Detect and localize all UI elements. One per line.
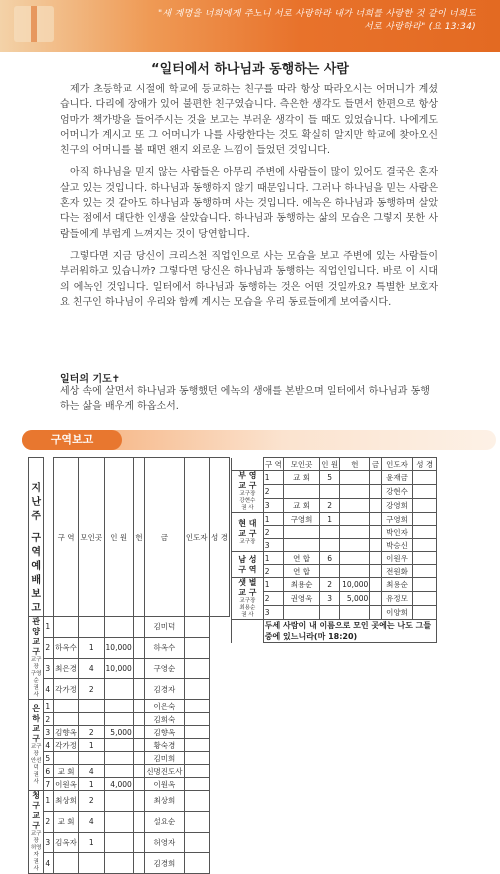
cell-offering: 10,000 <box>340 578 370 592</box>
col-header: 헌 <box>133 458 145 617</box>
cell-district-no: 3 <box>44 726 54 739</box>
cell-bible <box>184 752 209 765</box>
section-label: 구역보고 <box>22 430 122 450</box>
cell-count: 1 <box>78 637 104 658</box>
cell-offering <box>340 513 370 526</box>
cell-count <box>320 539 340 552</box>
cell-bible <box>413 513 437 526</box>
group-name: 관 양 교 구 <box>32 617 41 656</box>
article-body <box>60 82 438 317</box>
table-row <box>29 726 230 739</box>
article-title: “일터에서 하나님과 동행하는 사람 <box>151 62 349 77</box>
cell-count: 1 <box>78 778 104 791</box>
col-header: 인도자 <box>381 458 413 471</box>
cell-leader: 신명진도사 <box>146 766 183 776</box>
cell-bible <box>413 552 437 565</box>
cell-bible <box>413 539 437 552</box>
group-leader: 교구장 강현수 권 사 <box>239 491 256 511</box>
cell-count: 1 <box>78 832 104 853</box>
district-label-report: 구역예배보고 <box>31 533 41 614</box>
cell-district-no: 3 <box>263 499 283 513</box>
cell-count <box>320 485 340 499</box>
cell-bible <box>184 832 209 853</box>
cell-leader: 황숙경 <box>145 739 184 752</box>
cell-district-no: 2 <box>263 526 283 539</box>
cell-leader: 구영희 <box>381 513 413 526</box>
cell-district-no: 2 <box>44 637 54 658</box>
cell-count: 1 <box>320 513 340 526</box>
left-body <box>29 617 230 874</box>
table-row <box>29 658 230 679</box>
table-row <box>29 832 230 853</box>
cell-leader: 허영자 <box>145 832 184 853</box>
header-banner <box>0 0 500 52</box>
cell-offering: 5,000 <box>104 726 133 739</box>
cell-offering <box>340 606 370 620</box>
cell-leader: 구영순 <box>145 658 184 679</box>
cell-place: 연 합 <box>284 565 320 578</box>
cell-place: 교 회 <box>54 811 79 832</box>
group-name: 현 대 교 구 <box>238 518 257 538</box>
cell-offering: 10,000 <box>104 658 133 679</box>
cell-place: 김향옥 <box>55 727 77 737</box>
cell-offering-unit <box>370 606 381 620</box>
cell-count <box>78 853 104 874</box>
paragraph: 제가 초등학교 시절에 학교에 등교하는 친구를 따라 항상 따라오시는 어머니가 계셨습니다. 다리에 장애가 있어 불편한 친구였습니다. 측은한 생각도 들면서 한편으로 항상 엄마가 책가방을 들어주시는 것을 보고는 부러운 생각이 들 때도 있었습니다. 나에게도 어머니가 계시고 또 그 어머니가 나를 사랑한다는 것도 확실히 알지만 학교에 찾아오신 친구의 어머니를 볼 때면 왠지 외로운 느낌이 들었던 것입니다. <box>60 84 438 157</box>
cell-district-no: 4 <box>44 679 54 700</box>
cell-offering <box>340 471 370 485</box>
paragraph: 아직 하나님을 믿지 않는 사람들은 아무리 주변에 사람들이 많이 있어도 결국은 혼자 살고 있는 것입니다. 하나님과 동행하지 않기 때문입니다. 그러나 하나님을 믿는 사람은 혼자 있는 것 같아도 하나님과 동행하며 사는 것입니다. 에녹은 하나님과 동행하며 살았다는 점에서 대단한 인생을 살았습니다. 하나님과 동행하는 삶의 모습은 그렇지 못한 사람들에게 부럽게 느껴지는 것이 당연합니다. <box>60 167 438 240</box>
cell-leader: 전원화 <box>381 565 413 578</box>
cell-district-no: 1 <box>263 513 283 526</box>
cell-count: 4 <box>78 765 104 778</box>
cell-offering-unit <box>370 552 381 565</box>
cell-leader: 김향옥 <box>145 726 184 739</box>
cell-leader: 유정모 <box>381 592 413 606</box>
cell-count: 6 <box>320 552 340 565</box>
cell-leader: 최용순 <box>381 578 413 592</box>
group-name: 남 성 구 역 <box>238 554 257 574</box>
cell-bible <box>413 578 437 592</box>
group-name-cell <box>29 791 44 874</box>
cell-bible <box>184 637 209 658</box>
cell-offering-unit <box>133 811 145 832</box>
cell-place: 교 회 <box>284 499 320 513</box>
cell-offering-unit <box>133 752 145 765</box>
col-header: 인 원 <box>321 459 339 469</box>
table-row <box>29 765 230 778</box>
cell-leader: 박인자 <box>381 526 413 539</box>
cell-leader: 설요순 <box>145 811 184 832</box>
cell-bible <box>184 700 209 713</box>
cell-bible <box>413 592 437 606</box>
col-header: 인도자 <box>184 458 209 617</box>
cell-offering-unit <box>133 617 145 638</box>
table-row <box>232 471 437 485</box>
cell-bible <box>184 739 209 752</box>
table-row <box>29 679 230 700</box>
cell-leader: 박승신 <box>381 539 413 552</box>
cell-district-no: 3 <box>263 539 283 552</box>
group-leader: 교구장 최용순 권 사 <box>239 598 256 618</box>
cell-count <box>78 752 104 765</box>
cell-place: 하옥수 <box>54 637 79 658</box>
cell-offering <box>340 565 370 578</box>
cell-place <box>54 700 79 713</box>
cell-offering-unit <box>370 513 381 526</box>
cell-place: 각가정 <box>55 740 77 750</box>
cell-count <box>78 713 104 726</box>
table-row <box>29 853 230 874</box>
table-row <box>232 552 437 565</box>
cell-count <box>320 565 340 578</box>
cell-place: 김옥자 <box>54 832 79 853</box>
table-row <box>29 713 230 726</box>
cell-count <box>320 606 340 620</box>
cell-offering-unit <box>133 700 145 713</box>
cell-district-no: 5 <box>44 752 54 765</box>
cell-offering <box>104 765 133 778</box>
cell-count: 2 <box>320 578 340 592</box>
cell-count: 1 <box>78 739 104 752</box>
cell-offering <box>340 526 370 539</box>
cell-offering-unit <box>370 578 381 592</box>
cell-offering <box>104 811 133 832</box>
cell-leader: 김경자 <box>145 679 184 700</box>
cell-leader: 이은숙 <box>145 700 184 713</box>
cell-count: 2 <box>78 726 104 739</box>
cell-offering-unit <box>370 471 381 485</box>
cell-place <box>54 853 79 874</box>
col-header: 구 역 <box>265 459 282 469</box>
cell-leader: 김경희 <box>145 853 184 874</box>
cell-district-no: 1 <box>263 471 283 485</box>
cell-leader: 강영희 <box>381 499 413 513</box>
district-column <box>29 458 44 617</box>
cell-count: 2 <box>78 679 104 700</box>
cell-offering-unit <box>133 765 145 778</box>
cell-bible <box>184 853 209 874</box>
cell-offering <box>340 539 370 552</box>
cell-place: 구영희 <box>284 513 320 526</box>
cell-place: 최상희 <box>54 791 79 812</box>
bible-quote: 두세 사람이 내 이름으로 모인 곳에는 나도 그들 중에 있느니라(마 18:20) <box>263 620 436 643</box>
cell-place <box>284 539 320 552</box>
cell-offering-unit <box>370 526 381 539</box>
group-leader: 교구장 허영자 권 사 <box>30 831 42 872</box>
cell-district-no: 3 <box>263 606 283 620</box>
quote-spacer <box>232 620 264 643</box>
col-header: 인 원 <box>104 458 133 617</box>
section-header <box>22 430 498 450</box>
cell-count <box>78 617 104 638</box>
cell-offering-unit <box>133 832 145 853</box>
group-name: 샛 별 교 구 <box>238 578 257 597</box>
cell-bible <box>413 565 437 578</box>
cell-leader: 이양희 <box>381 606 413 620</box>
cell-bible <box>413 485 437 499</box>
col-header: 구 역 <box>54 458 79 617</box>
cell-bible <box>184 778 209 791</box>
group-name-cell <box>232 471 264 513</box>
table-row <box>29 739 230 752</box>
cell-offering <box>104 739 133 752</box>
cell-place: 최용순 <box>284 578 320 592</box>
cell-offering <box>104 679 133 700</box>
cell-leader: 하옥수 <box>145 637 184 658</box>
group-leader: 교구장 구영순 권 사 <box>30 657 42 698</box>
col-header: 성 경 <box>209 458 229 617</box>
group-name-cell <box>29 617 44 700</box>
cell-district-no: 2 <box>263 592 283 606</box>
district-label-last-week: 지난주 <box>31 483 41 522</box>
cell-district-no: 2 <box>44 713 54 726</box>
group-name-cell <box>29 700 44 791</box>
group-name-cell <box>232 513 264 552</box>
cell-place: 이원옥 <box>55 779 77 789</box>
table-row <box>29 637 230 658</box>
cell-district-no: 3 <box>44 832 54 853</box>
cell-offering-unit <box>370 592 381 606</box>
cell-place: 각가정 <box>54 679 79 700</box>
cell-bible <box>413 606 437 620</box>
cell-leader: 이원우 <box>381 552 413 565</box>
corner-cell <box>232 458 264 471</box>
cell-offering-unit <box>133 791 145 812</box>
cell-count: 4 <box>78 658 104 679</box>
cell-leader: 김미덕 <box>145 617 184 638</box>
cell-offering: 5,000 <box>340 592 370 606</box>
cell-offering-unit <box>370 565 381 578</box>
cell-offering-unit <box>133 637 145 658</box>
cell-offering <box>104 700 133 713</box>
cell-count: 4 <box>78 811 104 832</box>
table-row <box>232 513 437 526</box>
cell-place: 최은경 <box>54 658 79 679</box>
table-row <box>29 791 230 812</box>
cell-offering <box>340 552 370 565</box>
cell-offering-unit <box>370 539 381 552</box>
cell-offering-unit <box>133 658 145 679</box>
cell-bible <box>184 713 209 726</box>
cell-leader: 김미희 <box>145 752 184 765</box>
cell-bible <box>413 499 437 513</box>
cell-bible <box>184 658 209 679</box>
cell-district-no: 1 <box>44 700 54 713</box>
cell-place <box>284 606 320 620</box>
cell-offering <box>340 485 370 499</box>
cell-bible <box>413 471 437 485</box>
paragraph: 그렇다면 지금 당신이 크리스천 직업인으로 사는 모습을 보고 주변에 있는 사람들이 부러워하고 있습니까? 그렇다면 당신은 하나님과 동행하는 직업인입니다. 바로 이 시대의 에녹인 것입니다. 일터에서 하나님과 동행하는 것은 어떤 것일까요? 특별한 보호자요 친구인 하나님이 우리와 함께 계시는 모습을 우리 동료들에게 보여줍시다. <box>60 250 438 308</box>
cell-bible <box>184 791 209 812</box>
cell-district-no: 1 <box>44 791 54 812</box>
cell-bible <box>184 765 209 778</box>
cell-place: 권영욱 <box>284 592 320 606</box>
group-leader: 교구장 안선덕 권 사 <box>30 744 42 785</box>
table-row <box>29 778 230 791</box>
prayer-text: 세상 속에 살면서 하나님과 동행했던 에녹의 생애를 본받으며 일터에서 하나님과 동행하는 삶을 배우게 하옵소서. <box>60 386 430 412</box>
report-table-right <box>231 457 437 643</box>
cell-offering <box>104 791 133 812</box>
cell-district-no: 2 <box>44 811 54 832</box>
cell-leader: 강현수 <box>381 485 413 499</box>
cell-place <box>54 713 79 726</box>
cell-offering-unit <box>370 499 381 513</box>
cell-count: 3 <box>320 592 340 606</box>
prayer-heading: 일터의 기도✝ <box>60 374 121 385</box>
cell-place: 교 회 <box>284 471 320 485</box>
table-row <box>29 811 230 832</box>
cell-count: 5 <box>320 471 340 485</box>
cell-bible <box>184 811 209 832</box>
group-name-cell <box>232 578 264 620</box>
cell-place <box>284 485 320 499</box>
cell-district-no: 2 <box>263 485 283 499</box>
col-header: 금 <box>145 458 184 617</box>
right-body <box>232 471 437 620</box>
col-header: 모인곳 <box>284 458 320 471</box>
col-header: 금 <box>370 458 381 471</box>
cell-leader: 윤재금 <box>381 471 413 485</box>
cell-count: 2 <box>320 499 340 513</box>
col-header: 성 경 <box>413 458 437 471</box>
cell-leader: 이원옥 <box>145 778 184 791</box>
cell-district-no: 3 <box>44 658 54 679</box>
cell-district-no: 1 <box>263 578 283 592</box>
cell-offering: 4,000 <box>104 778 133 791</box>
table-row <box>232 578 437 592</box>
banner-verse: "새 계명을 너희에게 주노니 서로 사랑하라 내가 너희를 사랑한 것 같이 너희도 서로 사랑하라" (요 13:34) <box>157 9 476 32</box>
cell-count: 2 <box>78 791 104 812</box>
cell-offering-unit <box>133 679 145 700</box>
cell-count <box>78 700 104 713</box>
cell-place <box>284 526 320 539</box>
group-name: 은 하 교 구 <box>32 704 41 743</box>
cell-place: 연 합 <box>284 552 320 565</box>
cell-district-no: 4 <box>44 853 54 874</box>
cell-offering <box>104 752 133 765</box>
cell-district-no: 1 <box>263 552 283 565</box>
table-row <box>29 617 230 638</box>
cell-place <box>54 617 79 638</box>
report-table-left <box>28 457 230 874</box>
group-leader: 교구장 <box>239 538 256 545</box>
cell-bible <box>184 679 209 700</box>
cell-offering <box>340 499 370 513</box>
cell-bible <box>413 526 437 539</box>
cell-offering-unit <box>133 713 145 726</box>
cell-count <box>320 526 340 539</box>
group-name: 부 영 교 구 <box>238 471 257 490</box>
group-name-cell <box>232 552 264 578</box>
table-row <box>29 700 230 713</box>
cell-offering <box>104 853 133 874</box>
cell-offering <box>104 713 133 726</box>
cell-bible <box>184 726 209 739</box>
cell-offering-unit <box>133 778 145 791</box>
cell-offering-unit <box>133 739 145 752</box>
cell-district-no: 2 <box>263 565 283 578</box>
cell-offering <box>104 617 133 638</box>
col-header: 모인곳 <box>78 458 104 617</box>
corner-cell <box>44 458 54 617</box>
col-header: 헌 <box>340 458 370 471</box>
cell-offering <box>104 832 133 853</box>
cell-district-no: 1 <box>44 617 54 638</box>
cell-offering-unit <box>133 853 145 874</box>
gift-image <box>14 6 54 42</box>
cell-offering-unit <box>370 485 381 499</box>
cell-district-no: 7 <box>44 778 54 791</box>
cell-place: 교 회 <box>54 765 79 778</box>
table-row <box>29 752 230 765</box>
group-name: 청 구 교 구 <box>32 791 41 830</box>
cell-district-no: 6 <box>44 765 54 778</box>
cell-leader: 최상희 <box>145 791 184 812</box>
cell-bible <box>184 617 209 638</box>
cell-offering-unit <box>133 726 145 739</box>
cell-offering: 10,000 <box>104 637 133 658</box>
cell-district-no: 4 <box>44 739 54 752</box>
cell-place <box>54 752 79 765</box>
cell-leader: 김희숙 <box>145 713 184 726</box>
